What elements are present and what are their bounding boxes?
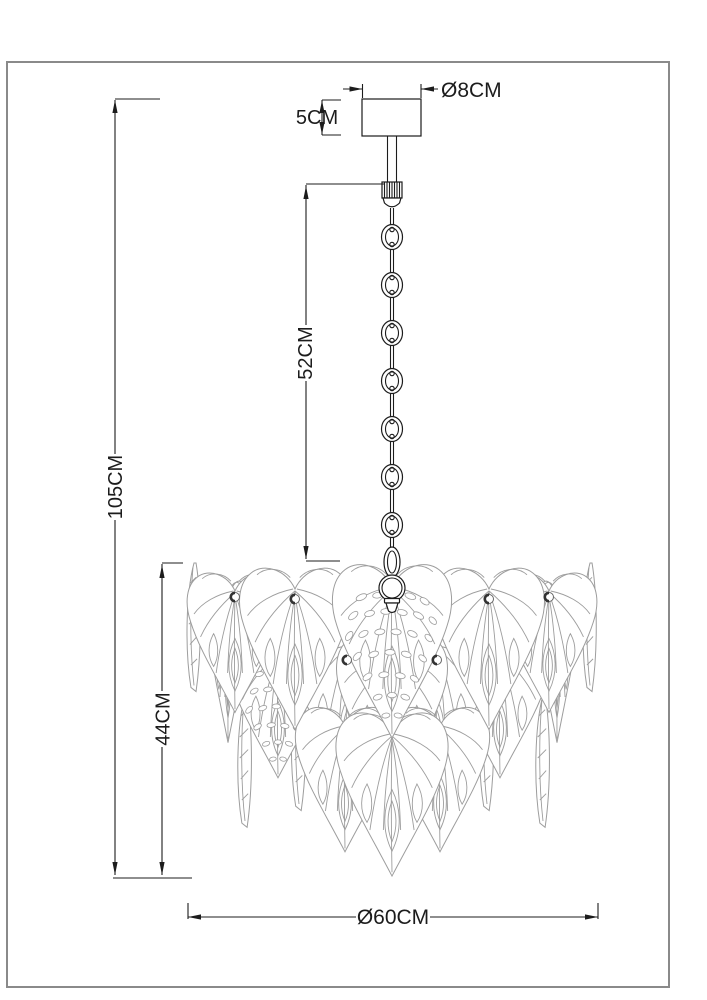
chain-link [382,417,403,442]
knob [291,595,300,604]
stem [388,136,397,182]
chain-link [382,321,403,346]
total-height-label: 105CM [105,454,127,520]
knob [545,593,554,602]
fixture [362,99,421,613]
knob [231,593,240,602]
dimension-shade-diameter [188,903,598,929]
dimension-total-height [105,99,192,878]
chain-link [382,225,403,250]
dimension-canopy-height [296,100,341,135]
knob [343,656,352,665]
chain-connector [382,182,402,207]
chain [382,208,403,577]
chain-length-label: 52CM [295,326,317,380]
ceiling-canopy [362,99,421,136]
chain-link [382,465,403,490]
chain-link [382,273,403,298]
chain-link [382,513,403,538]
dimension-chain-length [295,184,384,561]
shade-diameter-label: Ø60CM [356,906,430,929]
canopy-height-label: 5CM [295,107,339,129]
knob [433,656,442,665]
dimension-shade-height [153,563,184,875]
shade-height-label: 44CM [152,692,175,746]
drawing-frame [7,62,669,987]
chain-link [382,369,403,394]
finial-collar [385,599,400,604]
canopy-diameter-label: Ø8CM [441,79,502,102]
knob [485,595,494,604]
side-leaf [536,695,550,827]
